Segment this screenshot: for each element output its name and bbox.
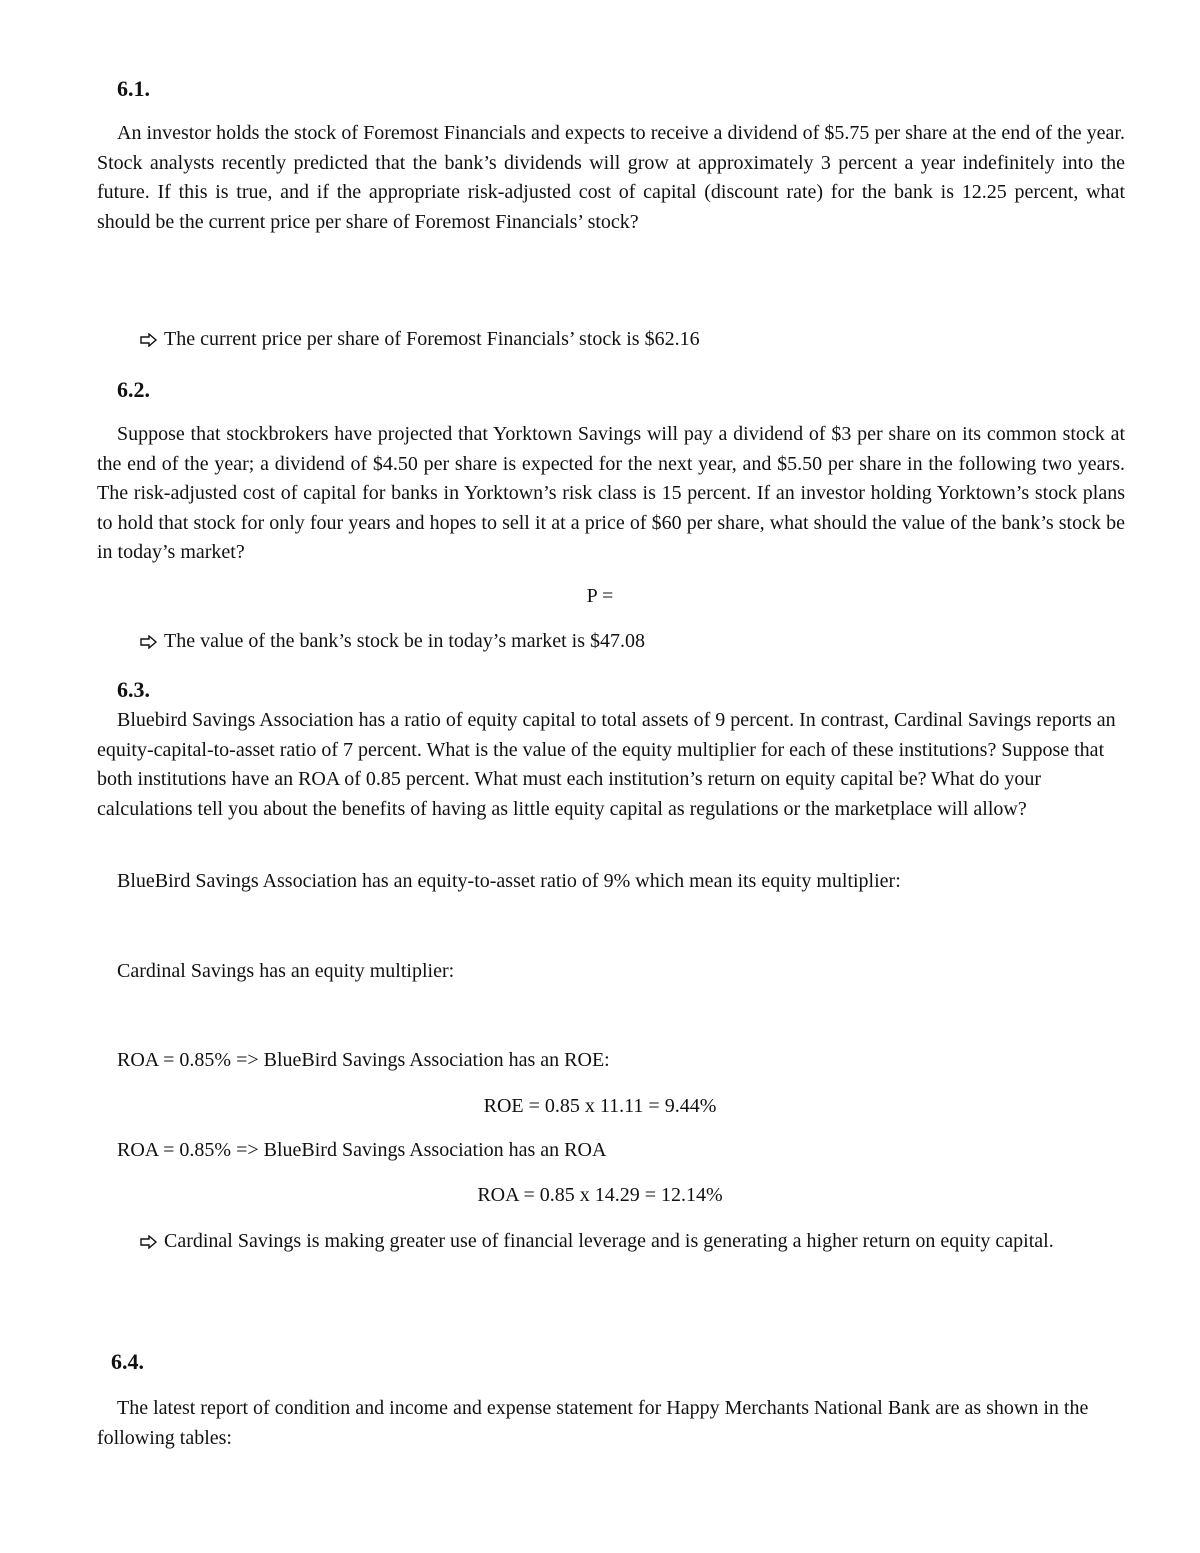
arrow-right-icon (140, 1227, 164, 1249)
answer-text-6-1: The current price per share of Foremost Financials’ stock is $62.16 (164, 328, 700, 350)
question-6-3: Bluebird Savings Association has a ratio of equity capital to total assets of 9 percent. In contrast, Cardinal Savings reports an equity-capital-to-asset ratio of 7 percent. What is the value of the equity multiplier for each of these institutions? Suppose that both institutions have an ROA of 0.85 percent. What must each institution’s return on equity capital be? What do your calculations tell you about the benefits of having as little equity capital as regulations or the marketplace will allow? (97, 709, 1116, 820)
answer-6-3 (140, 1227, 1100, 1257)
question-6-1: An investor holds the stock of Foremost Financials and expects to receive a dividend of $5.75 per share at the end of the year. Stock analysts recently predicted that the bank’s dividends will grow at approximately 3 percent a year indefinitely into the future. If this is true, and if the appropriate risk-adjusted cost of capital (discount rate) for the bank is 12.25 percent, what should be the current price per share of Foremost Financials’ stock? (97, 122, 1125, 233)
roa-line-bluebird: ROA = 0.85% => BlueBird Savings Association has an ROE: (117, 1049, 610, 1071)
section-heading-6-4: 6.4. (111, 1349, 144, 1374)
roa-line-cardinal: ROA = 0.85% => BlueBird Savings Association has an ROA (117, 1139, 607, 1161)
section-heading-6-3: 6.3. (117, 677, 150, 702)
answer-6-2 (140, 627, 1100, 657)
equity-multiplier-cardinal: Cardinal Savings has an equity multiplier: (117, 960, 455, 982)
equity-multiplier-bluebird: BlueBird Savings Association has an equity-to-asset ratio of 9% which mean its equity multiplier: (117, 870, 901, 892)
section-heading-6-1: 6.1. (117, 76, 150, 101)
arrow-right-icon (140, 627, 164, 649)
question-6-4: The latest report of condition and income and expense statement for Happy Merchants National Bank are as shown in the following tables: (97, 1397, 1089, 1449)
section-heading-6-2: 6.2. (117, 377, 150, 402)
arrow-right-icon (140, 325, 164, 347)
formula-6-2: P = (586, 585, 614, 607)
answer-6-1 (140, 325, 1100, 355)
answer-text-6-2: The value of the bank’s stock be in today’s market is $47.08 (164, 630, 646, 652)
roa-calc-cardinal: ROA = 0.85 x 14.29 = 12.14% (477, 1184, 723, 1206)
question-6-2: Suppose that stockbrokers have projected that Yorktown Savings will pay a dividend of $3 per share on its common stock at the end of the year; a dividend of $4.50 per share is expected for the next year, and $5.50 per share in the following two years. The risk-adjusted cost of capital for banks in Yorktown’s risk class is 15 percent. If an investor holding Yorktown’s stock plans to hold that stock for only four years and hopes to sell it at a price of $60 per share, what should the value of the bank’s stock be in today’s market? (97, 423, 1125, 563)
answer-text-6-3: Cardinal Savings is making greater use of financial leverage and is generating a higher return on equity capital. (164, 1230, 1054, 1252)
roe-calc-bluebird: ROE = 0.85 x 11.11 = 9.44% (483, 1095, 717, 1117)
